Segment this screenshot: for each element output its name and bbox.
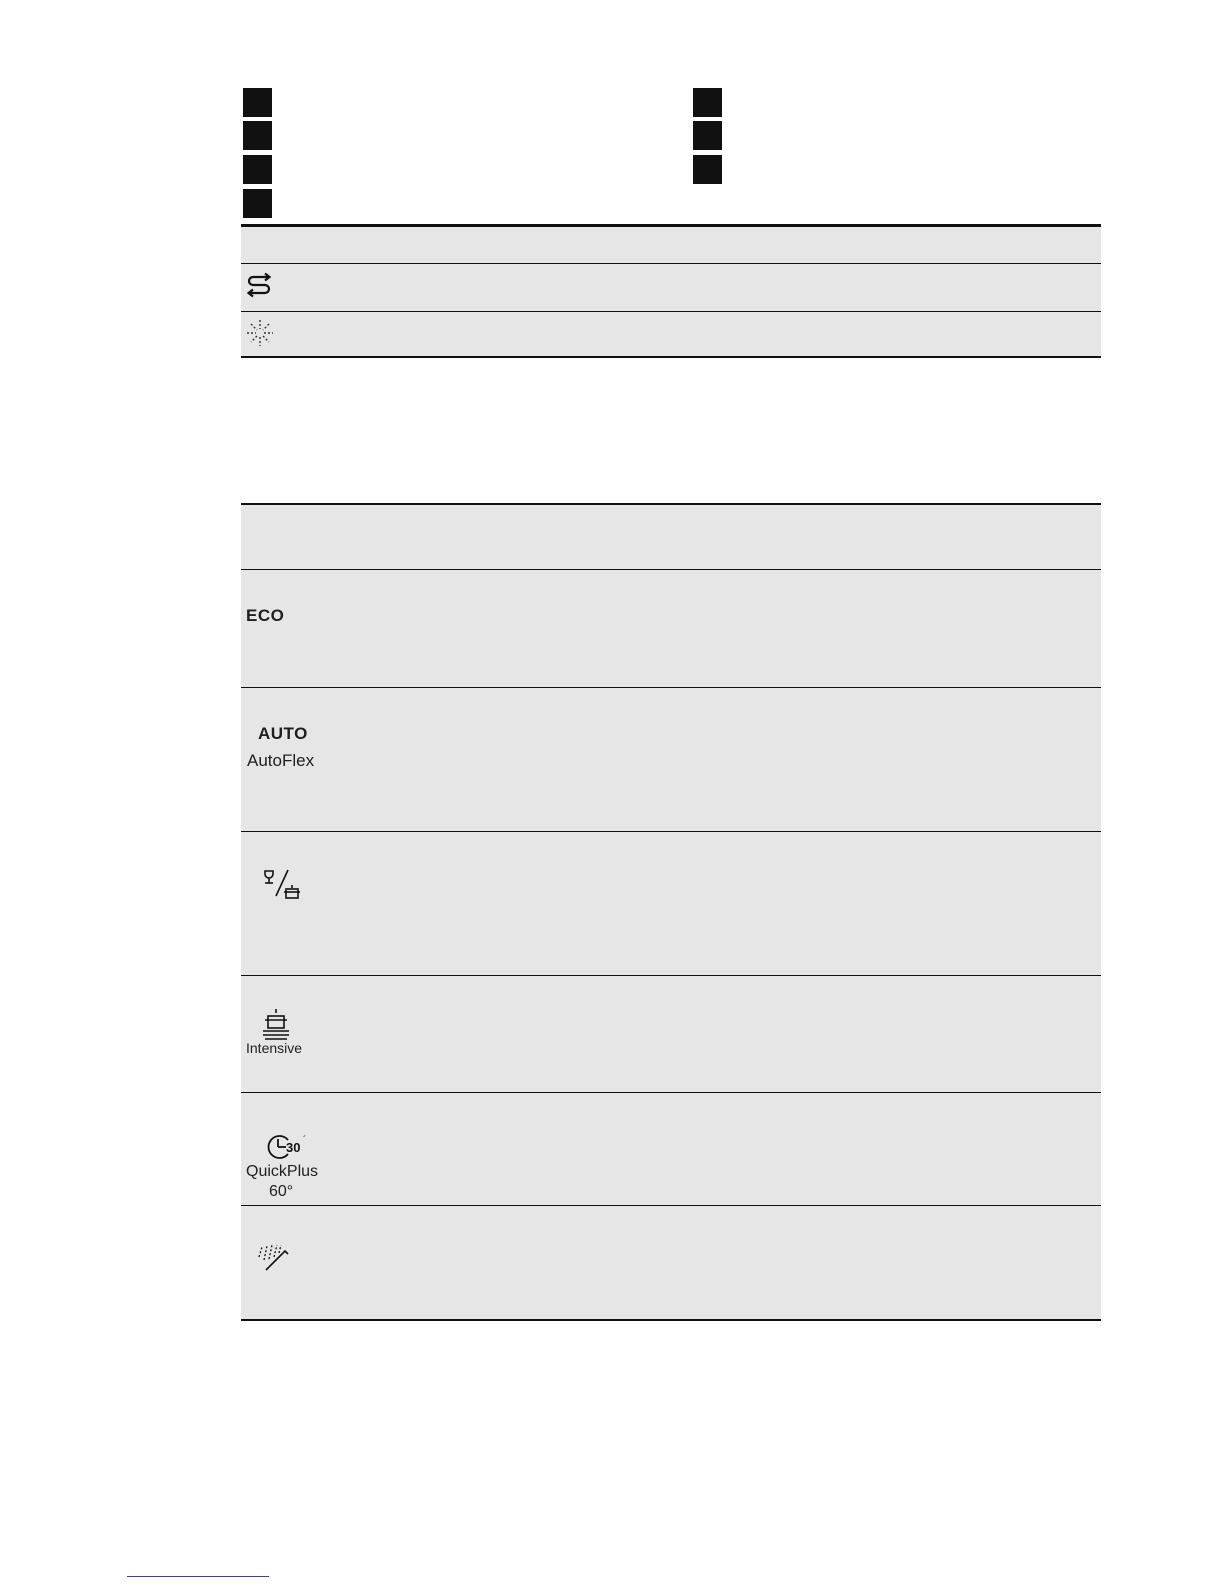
table-bottom-rule	[241, 1319, 1101, 1321]
table-header-row	[241, 227, 1101, 263]
table-row	[241, 832, 1101, 975]
autoflex-label: AutoFlex	[247, 751, 315, 770]
legend-square-5	[693, 88, 722, 117]
shower-icon	[255, 1241, 291, 1273]
table-row	[241, 570, 1101, 687]
legend-square-3	[243, 155, 272, 184]
rinse-aid-icon	[245, 318, 275, 348]
table-row	[241, 976, 1101, 1092]
table-header-row	[241, 505, 1101, 569]
intensive-label: Intensive	[246, 1040, 303, 1056]
legend-square-7	[693, 155, 722, 184]
table-row	[241, 312, 1101, 356]
legend-square-4	[243, 189, 272, 218]
table-row	[241, 688, 1101, 831]
auto-icon: AUTO	[258, 724, 308, 743]
pot-plates-icon	[259, 1007, 295, 1043]
table-bottom-rule	[241, 356, 1101, 358]
table-row	[241, 1093, 1101, 1205]
table-row	[241, 264, 1101, 311]
table-row	[241, 1206, 1101, 1319]
legend-square-6	[693, 121, 722, 150]
glass-pot-icon	[262, 868, 306, 902]
legend-square-1	[243, 88, 272, 117]
quickplus-label: QuickPlus	[246, 1163, 319, 1180]
multitab-icon	[245, 272, 275, 300]
footer-link-underline[interactable]	[127, 1576, 269, 1577]
eco-icon: ECO	[246, 606, 285, 625]
clock-30-icon	[266, 1132, 312, 1162]
legend-square-2	[243, 121, 272, 150]
svg-text:´: ´	[303, 1135, 307, 1146]
quickplus-temp-label: 60°	[269, 1183, 294, 1200]
svg-text:30: 30	[286, 1140, 301, 1155]
